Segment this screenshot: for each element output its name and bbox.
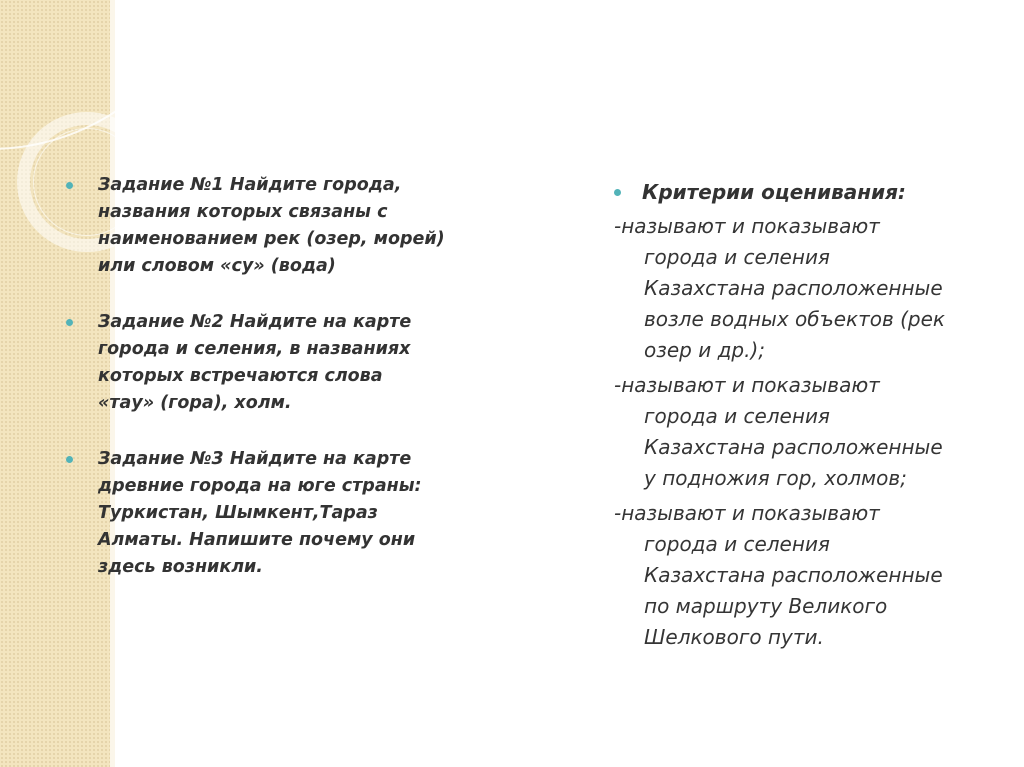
criteria-item: -называют и показывают города и селения Казахстана расположенные возле водных объектов (рек озер и др.);: [614, 214, 946, 362]
task-text: Задание №3 Найдите на карте древние города на юге страны: Туркистан, Шымкент,Тараз Алматы. Напишите почему они здесь возникли.: [98, 449, 422, 577]
criteria-heading: [614, 177, 1014, 207]
bullet-icon: [614, 189, 621, 196]
bullet-icon: [66, 182, 73, 189]
bullet-icon: [66, 456, 73, 463]
task-item: [66, 309, 496, 417]
criteria-item: -называют и показывают города и селения Казахстана расположенные по маршруту Великого Шелкового пути.: [614, 501, 943, 649]
criteria-column: [614, 177, 1014, 657]
task-text: Задание №1 Найдите города, названия которых связаны с наименованием рек (озер, морей) или словом «су» (вода): [98, 175, 445, 276]
bullet-icon: [66, 319, 73, 326]
tasks-column: [66, 172, 496, 610]
criteria-title: Критерии оценивания:: [642, 180, 906, 204]
task-item: [66, 172, 496, 280]
task-item: [66, 446, 496, 581]
criteria-item: -называют и показывают города и селения Казахстана расположенные у подножия гор, холмов;: [614, 373, 943, 490]
task-text: Задание №2 Найдите на карте города и селения, в названиях которых встречаются слова «тау» (гора), холм.: [98, 312, 412, 413]
